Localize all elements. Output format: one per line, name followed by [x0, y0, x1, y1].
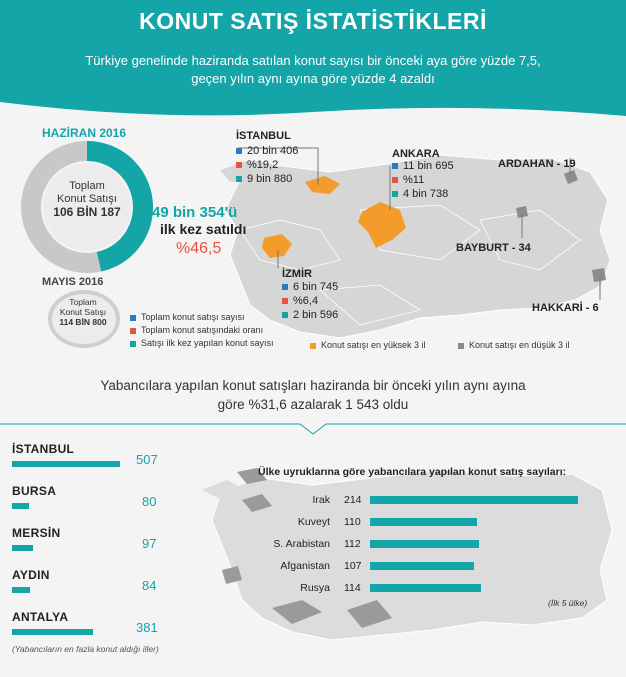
ardahan-label: ARDAHAN - 19: [498, 158, 576, 170]
nationality-title: Ülke uyruklarına göre yabancılara yapılan konut satış sayıları:: [258, 466, 567, 478]
nationality-value: 110: [344, 516, 361, 528]
nationality-bar: [370, 562, 474, 570]
nationality-value: 107: [344, 560, 362, 572]
june-label: HAZİRAN 2016: [42, 126, 127, 140]
nationality-bar: [370, 540, 479, 548]
foreign-city-bar: [12, 587, 30, 593]
may-label: MAYIS 2016: [42, 276, 104, 288]
nationality-value: 114: [344, 582, 361, 594]
foreign-city-row: [12, 526, 212, 551]
nationality-name: Rusya: [300, 582, 330, 594]
hakkari-region: [592, 268, 606, 282]
may-total-text1: Toplam: [69, 297, 97, 307]
subtitle: [20, 52, 606, 88]
foreign-cities-note: (Yabancıların en fazla konut aldığı iller): [12, 644, 159, 654]
nationality-name: Kuveyt: [297, 516, 330, 528]
foreign-city-value: 84: [142, 578, 157, 593]
nationality-name: Afganistan: [280, 560, 330, 572]
foreign-city-row: [12, 484, 212, 509]
foreign-city-bar: [12, 461, 120, 467]
foreign-city-row: [12, 610, 212, 635]
may-total-text2: Konut Satışı: [59, 307, 107, 317]
ankara-pct: %11: [392, 174, 424, 186]
nationality-value: 214: [344, 494, 362, 506]
istanbul-first: 9 bin 880: [236, 173, 292, 185]
bottom-turkey-map: [182, 450, 626, 650]
foreign-city-bar: [12, 629, 93, 635]
subtitle-line-1: Türkiye genelinde haziranda satılan konut sayısı bir önceki aya göre yüzde 7,5,: [85, 53, 541, 68]
legend-top3: Konut satışı en yüksek 3 il: [310, 340, 426, 350]
foreign-line-2: göre %31,6 azalarak 1 543 oldu: [217, 397, 409, 412]
izmir-name: İZMİR: [282, 268, 312, 280]
hakkari-label: HAKKARİ - 6: [532, 302, 599, 314]
foreign-city-name: MERSİN: [12, 526, 61, 540]
nationality-value: 112: [344, 538, 361, 550]
june-total-block: [40, 180, 134, 219]
ankara-total: 11 bin 695: [392, 160, 454, 172]
istanbul-pct: %19,2: [236, 159, 278, 171]
izmir-first: 2 bin 596: [282, 309, 338, 321]
foreign-city-value: 97: [142, 536, 157, 551]
foreign-city-name: İSTANBUL: [12, 442, 75, 456]
nationality-name: S. Arabistan: [273, 538, 330, 550]
nationality-bar: [370, 496, 578, 504]
nationality-note: (İlk 5 ülke): [548, 598, 588, 608]
may-total-block: [45, 297, 121, 327]
page-title: KONUT SATIŞ İSTATİSTİKLERİ: [139, 8, 487, 34]
first-time-pct: %46,5: [176, 240, 222, 257]
foreign-city-row: [12, 442, 212, 467]
foreign-city-value: 507: [136, 452, 158, 467]
foreign-city-value: 381: [136, 620, 158, 635]
foreign-city-bar: [12, 503, 29, 509]
nationality-bar: [370, 518, 477, 526]
nationality-name: Irak: [312, 494, 330, 506]
istanbul-name: İSTANBUL: [236, 130, 291, 142]
foreign-summary: [20, 376, 606, 414]
ankara-first: 4 bin 738: [392, 188, 448, 200]
may-total-value: 114 BİN 800: [59, 317, 107, 327]
divider-arrow: [0, 418, 626, 438]
nationality-bar: [370, 584, 481, 592]
june-total-text2: Konut Satışı: [57, 193, 117, 205]
izmir-pct: %6,4: [282, 295, 318, 307]
bayburt-label: BAYBURT - 34: [456, 242, 531, 254]
foreign-city-bar: [12, 545, 33, 551]
first-time-value: 49 bin 354'ü: [152, 204, 238, 221]
foreign-line-1: Yabancılara yapılan konut satışları haziranda bir önceki yılın aynı ayına: [100, 378, 526, 393]
june-total-value: 106 BİN 187: [53, 205, 121, 219]
first-time-block: [152, 205, 237, 221]
foreign-city-name: ANTALYA: [12, 610, 69, 624]
subtitle-line-2: geçen yılın aynı ayına göre yüzde 4 azaldı: [191, 71, 435, 86]
foreign-city-name: AYDIN: [12, 568, 50, 582]
legend-ratio: Toplam konut satışındaki oranı: [130, 325, 263, 335]
first-time-label: ilk kez satıldı: [160, 221, 247, 237]
legend-total: Toplam konut satışı sayısı: [130, 312, 245, 322]
legend-first: Satışı ilk kez yapılan konut sayısı: [130, 338, 274, 348]
ankara-name: ANKARA: [392, 148, 440, 160]
foreign-city-value: 80: [142, 494, 157, 509]
izmir-total: 6 bin 745: [282, 281, 338, 293]
legend-low3: Konut satışı en düşük 3 il: [458, 340, 570, 350]
june-total-text1: Toplam: [69, 180, 105, 192]
foreign-city-row: [12, 568, 212, 593]
istanbul-total: 20 bin 406: [236, 145, 298, 157]
foreign-city-name: BURSA: [12, 484, 57, 498]
